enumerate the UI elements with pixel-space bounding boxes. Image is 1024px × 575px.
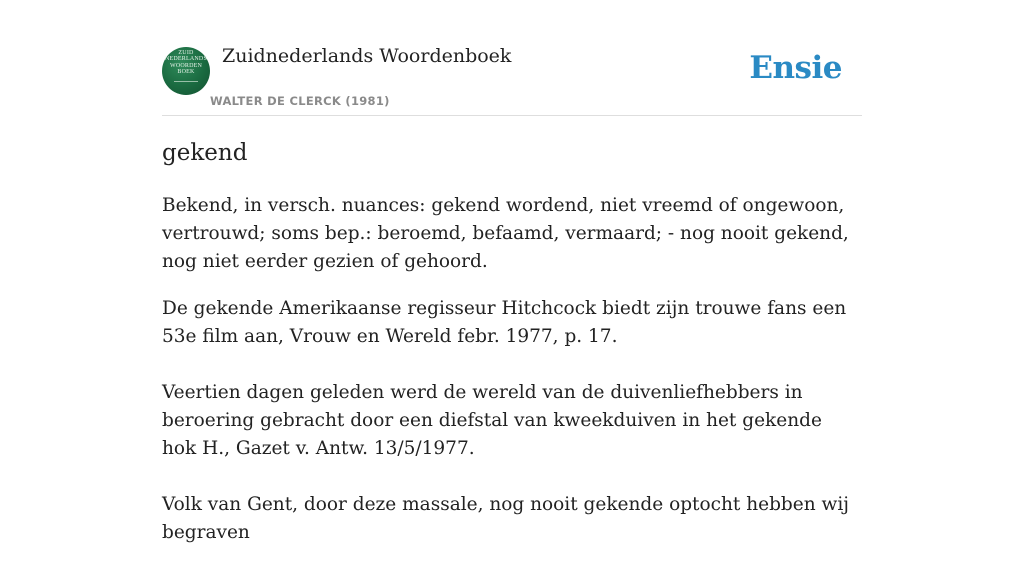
example-quote: Volk van Gent, door deze massale, nog nooit gekende optocht hebben wij begraven [162,494,850,543]
definition-text: Bekend, in versch. nuances: gekend wordend, niet vreemd of ongewoon, vertrouwd; soms bep.: beroemd, befaamd, vermaard; - nog nooit gekend, nog niet eerder gezien of gehoord. [162,195,849,272]
example-quote: De gekende Amerikaanse regisseur Hitchcock biedt zijn trouwe fans een 53e film aan, Vrouw en Wereld febr. 1977, p. 17. [162,298,847,347]
dictionary-logo[interactable] [162,47,210,95]
example-quote: Veertien dagen geleden werd de wereld van de duivenliefhebbers in beroering gebracht door een diefstal van kweekduiven in het gekende hok H., Gazet v. Antw. 13/5/1977. [162,382,822,459]
dictionary-header [162,40,862,116]
logo-text: ZUID NEDERLANDS WOORDEN BOEK [165,50,207,76]
headword: gekend [162,140,248,166]
entry-content [162,192,862,575]
logo-divider [174,81,198,82]
dictionary-title[interactable]: Zuidnederlands Woordenboek [222,45,512,67]
dictionary-author: WALTER DE CLERCK (1981) [210,94,390,108]
brand-logo-link[interactable]: Ensie [749,50,842,86]
